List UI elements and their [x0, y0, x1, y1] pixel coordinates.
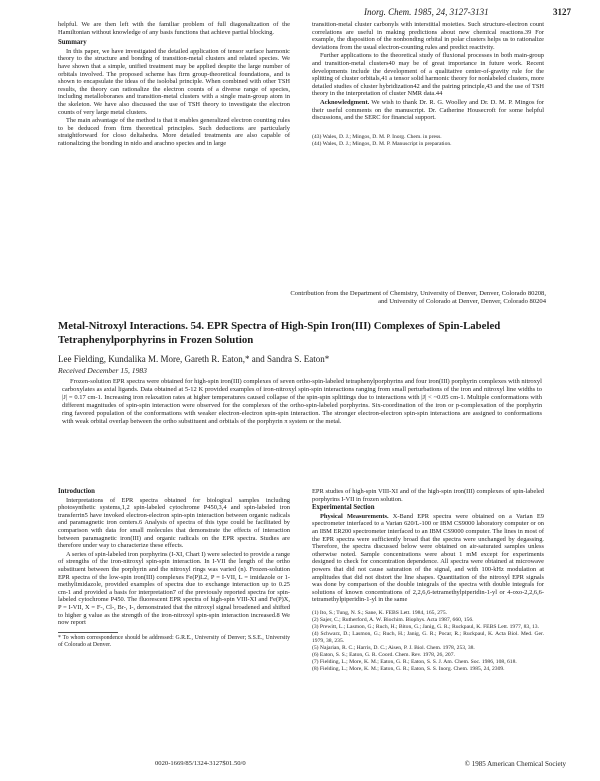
reference-item: (2) Sajer, C.; Rutherford, A. W. Biochim. Biophys. Acta 1987, 660, 156.: [312, 616, 474, 623]
physical-measurements-subheading: Physical Measurements.: [320, 512, 389, 520]
article-title: Metal-Nitroxyl Interactions. 54. EPR Spectra of High-Spin Iron(III) Complexes of Spin-Labeled Tetraphenylporphyrins in Frozen Solution: [58, 320, 501, 346]
summary-heading: Summary: [58, 39, 87, 47]
reference-item: (8) Fielding, L.; More, K. M.; Eaton, G. R.; Eaton, S. S. Inorg. Chem. 1985, 24, 2309.: [312, 665, 505, 672]
body-paragraph: EPR studies of high-spin VIII-XI and of the high-spin iron(III) complexes of spin-labeled porphyrins I-VII in frozen solution.: [312, 488, 544, 503]
abstract-text: Frozen-solution EPR spectra were obtained for high-spin iron(III) complexes of seven ortho-spin-labeled tetraphenylporphyrins and four iron(III) porphyrin complexes with nitroxyl carboxylates as axial ligands. Data obtained at 5-12 K provided examples of iron-nitroxyl spin-spin interactions ranging from small perturbations of the iron and nitroxyl line widths to |J| = 0.17 cm-1. Increasing iron relaxation rates at higher temperatures caused collapse of the spin-spin splittings due to interactions with |J| < ~0.05 cm-1. Multiple conformations with different magnitudes of spin-spin interaction were observed for the complexes of the ortho-spin-labeled porphyrins. Six-coordination of the iron or p-complexation of the porphyrin ring favored population of the conformations with weaker electron-electron spin-spin interaction. The stronger electron-electron spin-spin interactions are assigned to conformations with weak orbital overlap between the ortho substituent and orbitals of the porphyrin π system or the metal.: [62, 378, 542, 425]
reference-item: (43) Wales, D. J.; Mingos, D. M. P. Inorg. Chem. in press.: [312, 133, 442, 140]
reference-item: (44) Wales, D. J.; Mingos, D. M. P. Manuscript in preparation.: [312, 140, 452, 147]
experimental-text: X-Band EPR spectra were obtained on a Varian E9 spectrometer interfaced to a Varian 620/L-100 or IBM CS9000 laboratory computer or on an IBM ER200 spectrometer interfaced to an IBM CS9000 computer. The lines in most of the EPR spectra were sufficiently broad that the spectra were unchanged by degassing. Therefore, the spectra discussed below were obtained on air-saturated samples unless otherwise noted. Sample concentrations were about 1 mM except for experiments designed to check for concentration dependence. All spectra were obtained at microwave powers that did not cause saturation of the signal, and with 100-kHz modulation at amplitudes that did not distort the line shapes. Quantitation of the nitroxyl EPR signals was done by comparison of the double integrals of the spectra with double integrals for solutions of known concentrations of 2,2,6,6-tetramethylpiperidin-1-yl or 4-oxo-2,2,6,6-tetramethylpiperidin-1-yl in the same: [312, 512, 544, 604]
experimental-heading: Experimental Section: [312, 504, 375, 512]
introduction-paragraph: A series of spin-labeled iron porphyrins (I-XI, Chart I) were selected to provide a range of strengths of the iron-nitroxyl spin-spin interaction. In I-VII the length of the ortho substituent between the porphyrin and the nitroxyl rings was varied (n). Frozen-solution EPR spectra of the low-spin iron(III) complexes Fe(P)L2, P = I-VII, L = imidazole or 1-methylimidazole, provided examples of spectra due to exchange interaction up to 0.25 cm-1 and provided a basis for interpretation7 of the previously reported spectra for spin-labeled cytochrome P450. The fluorescent EPR spectra of high-spin VIII-XI and Fe(P)X, P = I-VII, X = F-, Cl-, Br-, I-, demonstrated that the nitroxyl signal broadened and shifted to higher g value as the strength of the iron-nitroxyl spin-spin interaction increased.8 We now report: [58, 550, 290, 627]
body-paragraph: Further applications to the theoretical study of fluxional processes in both main-group and transition-metal clusters40 may be of great importance in future work. Recent developments include the development of a qualitative center-of-gravity rule for the splitting of cluster orbitals,41 a tensor solid harmonic theory for nonlabeled clusters, more detailed studies of cluster hybridization42 and the pairing principle,43 and the use of TSH theory in the interpretation of cluster NMR data.44: [312, 52, 544, 98]
footer-copyright: © 1985 American Chemical Society: [464, 760, 566, 768]
body-paragraph: transition-metal cluster carbonyls with interstitial moieties. Such structure-electron count correlations are useful in making predictions about new chemical reactions.39 For example, the disposition of the nonbonding orbital in polar clusters helps us to rationalize deviations from the usual electron-counting rules and predict reactivity.: [312, 21, 544, 51]
abstract: [62, 378, 542, 426]
experimental-paragraph: [312, 513, 544, 604]
contribution-line: and University of Colorado at Denver, Denver, Colorado 80204: [378, 298, 546, 305]
acknowledgment-text: We wish to thank Dr. R. G. Woolley and Dr. D. M. P. Mingos for their useful comments on the manuscript. Dr. Catherine Housecroft for some helpful discussions, and the SERC for financial support.: [312, 98, 544, 122]
reference-item: (4) Schwarz, D.; Lasmon, G.; Ruch, H.; Janig, G. R.; Pocar, R.; Ruckpaul, K. Acta Biol. Med. Ger. 1979, 38, 235.: [312, 630, 544, 644]
running-header-journal: Inorg. Chem. 1985, 24, 3127-3131: [364, 7, 489, 17]
contribution-note: [248, 290, 546, 306]
footnote-divider: [58, 632, 118, 633]
page-number: 3127: [553, 7, 571, 17]
reference-item: (5) Najarian, R. C.; Harris, D. C.; Aisen, P. J. Biol. Chem. 1978, 253, 38.: [312, 644, 475, 651]
summary-paragraph: In this paper, we have investigated the detailed application of tensor surface harmonic theory to the structure and bonding of transition-metal clusters and related species. We have shown that a simple, unified treatment may be applied despite the large number of orbitals involved. The proposed scheme has firm group-theoretical foundations, and is shown to encapsulate the ideas of the isolobal principle. When combined with other TSH results, the theory can rationalize the electron counts of a diverse range of species, including metalloboranes and transition-metal clusters with a single main-group atom in the skeleton. We have also discussed the use of TSH theory to investigate the electron counts of very large metal clusters.: [58, 47, 290, 116]
article-left-column: [58, 488, 290, 649]
prev-article-right-column: [312, 21, 544, 148]
reference-list: [312, 134, 544, 148]
acknowledgment-heading: Acknowledgment.: [320, 98, 370, 106]
summary-paragraph: The main advantage of the method is that it enables generalized electron counting rules to be deduced from firm theoretical principles. Such deductions are particularly straightforward for closo deltahedra. More detailed treatments are also capable of rationalizing the bonding in nido and arachno species and in large: [58, 117, 290, 147]
contribution-line: Contribution from the Department of Chemistry, University of Denver, Denver, Colorado 80208,: [290, 290, 546, 297]
reference-item: (3) Prewitt, L.; Lasmon, G.; Ruch, H.; Biton, G.; Janig, G. R.; Ruckpaul, K. FEBS Lett. 1977, 83, 13.: [312, 623, 540, 630]
acknowledgment-paragraph: [312, 99, 544, 122]
article-right-column: [312, 488, 544, 673]
introduction-heading: Introduction: [58, 488, 95, 495]
reference-list: [312, 610, 544, 673]
prev-article-left-column: [58, 21, 290, 149]
received-date: Received December 15, 1983: [58, 366, 147, 375]
introduction-paragraph: Interpretations of EPR spectra obtained for biological samples including photosynthetic systems,1,2 spin-labeled cytochrome P450,3,4 and spin-labeled iron transferrin5 have invoked electron-electron spin-spin interaction between organic radicals and paramagnetic iron centers.6 Analysis of spectra of this type could be facilitated by comparison with data for small molecules that demonstrate the effects of interaction between paramagnetic iron(III) and organic radicals on the EPR spectra. Studies are therefore under way to characterize these effects.: [58, 496, 290, 550]
continued-paragraph: helpful. We are then left with the familiar problem of full diagonalization of the Hamiltonian without knowledge of any basis functions that achieve partial blocking.: [58, 21, 290, 36]
reference-item: (7) Fielding, L.; More, K. M.; Eaton, G. R.; Eaton, S. S. J. Am. Chem. Soc. 1986, 108, 618.: [312, 658, 517, 665]
reference-item: (1) Ito, S.; Tung, N. S.; Sane, K. FEBS Lett. 1984, 165, 275.: [312, 609, 448, 616]
correspondence-footnote: * To whom correspondence should be addressed: G.R.E., University of Denver; S.S.E., University of Colorado at Denver.: [58, 634, 290, 648]
article-authors: Lee Fielding, Kundalika M. More, Gareth R. Eaton,* and Sandra S. Eaton*: [58, 354, 330, 364]
reference-item: (6) Eaton, S. S.; Eaton, G. R. Coord. Chem. Rev. 1978, 26, 207.: [312, 651, 455, 658]
footer-code: 0020-1669/85/1324-3127$01.50/0: [155, 760, 246, 767]
